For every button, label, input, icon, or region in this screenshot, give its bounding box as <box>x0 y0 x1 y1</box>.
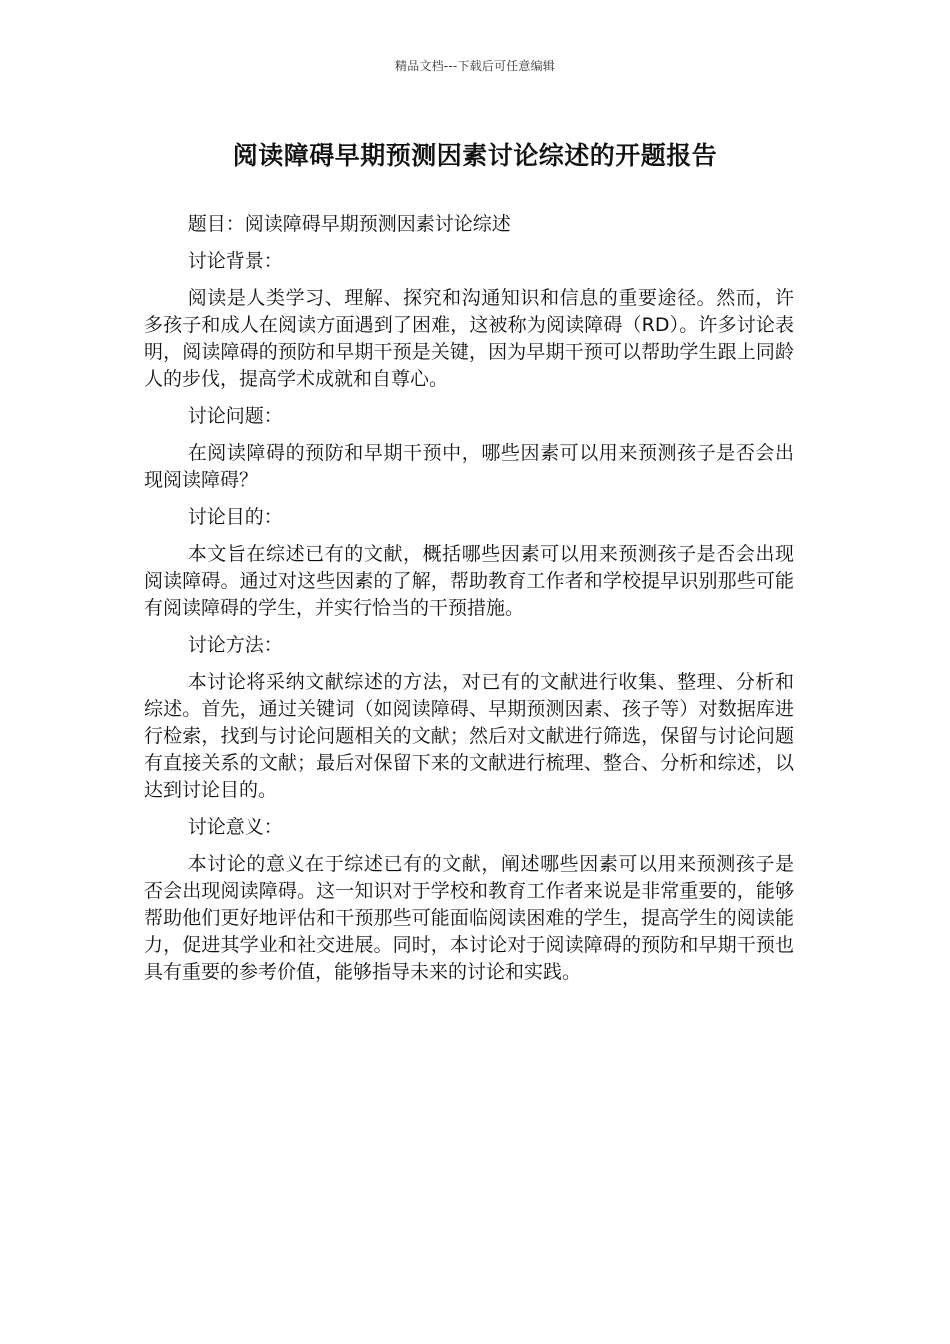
method-paragraph: 本讨论将采纳文献综述的方法，对已有的文献进行收集、整理、分析和综述。首先，通过关键词（如阅读障碍、早期预测因素、孩子等）对数据库进行检索，找到与讨论问题相关的文献；然后对文献进行筛选，保留与讨论问题有直接关系的文献；最后对保留下来的文献进行梳理、整合、分析和综述，以达到讨论目的。 <box>144 671 794 801</box>
significance-paragraph: 本讨论的意义在于综述已有的文献，阐述哪些因素可以用来预测孩子是否会出现阅读障碍。这一知识对于学校和教育工作者来说是非常重要的，能够帮助他们更好地评估和干预那些可能面临阅读困难的学生，提高学生的阅读能力，促进其学业和社交进展。同时，本讨论对于阅读障碍的预防和早期干预也具有重要的参考价值，能够指导未来的讨论和实践。 <box>144 853 794 983</box>
document-title: 阅读障碍早期预测因素讨论综述的开题报告 <box>232 141 718 170</box>
section-heading-purpose: 讨论目的： <box>187 506 283 528</box>
header-note: 精品文档---下载后可任意编辑 <box>395 59 555 73</box>
section-heading-method: 讨论方法： <box>187 634 283 656</box>
section-heading-significance: 讨论意义： <box>187 816 283 838</box>
topic-line: 题目：阅读障碍早期预测因素讨论综述 <box>187 213 511 235</box>
question-paragraph: 在阅读障碍的预防和早期干预中，哪些因素可以用来预测孩子是否会出现阅读障碍？ <box>144 442 794 491</box>
background-paragraph: 阅读是人类学习、理解、探究和沟通知识和信息的重要途径。然而，许多孩子和成人在阅读方面遇到了困难，这被称为阅读障碍（RD）。许多讨论表明，阅读障碍的预防和早期干预是关键，因为早期干预可以帮助学生跟上同龄人的步伐，提高学术成就和自尊心。 <box>144 287 794 390</box>
section-heading-background: 讨论背景： <box>187 250 283 272</box>
section-heading-question: 讨论问题： <box>187 405 283 427</box>
purpose-paragraph: 本文旨在综述已有的文献，概括哪些因素可以用来预测孩子是否会出现阅读障碍。通过对这些因素的了解，帮助教育工作者和学校提早识别那些可能有阅读障碍的学生，并实行恰当的干预措施。 <box>144 543 794 619</box>
document-body <box>144 211 794 996</box>
